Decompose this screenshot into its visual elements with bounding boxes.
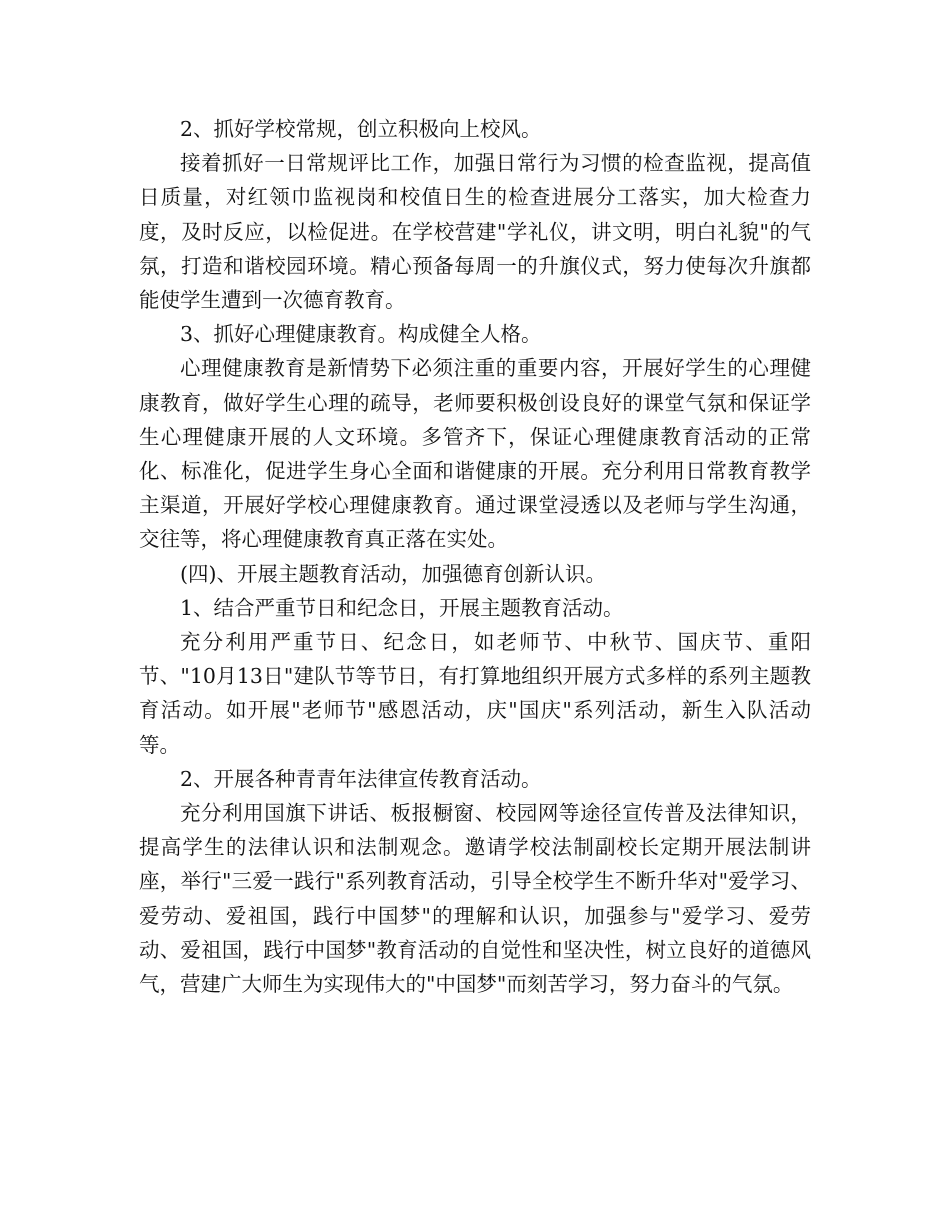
paragraph-festival-activities: 充分利用严重节日、纪念日，如老师节、中秋节、国庆节、重阳节、"10月13日"建队节等节日，有打算地组织开展方式多样的系列主题教育活动。如开展"老师节"感恩活动，庆"国庆"系列活动，新生入队活动等。 (139, 630, 811, 757)
heading-festival-activities: 1、结合严重节日和纪念日，开展主题教育活动。 (180, 595, 624, 620)
heading-school-routine: 2、抓好学校常规，创立积极向上校风。 (180, 117, 542, 141)
heading-mental-health: 3、抓好心理健康教育。构成健全人格。 (180, 322, 542, 347)
paragraph-mental-health: 心理健康教育是新情势下必须注重的重要内容，开展好学生的心理健康教育，做好学生心理的疏导，老师要积极创设良好的课堂气氛和保证学生心理健康开展的人文环境。多管齐下，保证心理健康教育活动的正常化、标准化，促进学生身心全面和谐健康的开展。充分利用日常教育教学主渠道，开展好学校心理健康教育。通过课堂浸透以及老师与学生沟通，交往等，将心理健康教育真正落在实处。 (139, 356, 811, 552)
heading-legal-education: 2、开展各种青青年法律宣传教育活动。 (180, 766, 542, 791)
heading-theme-education: (四)、开展主题教育活动，加强德育创新认识。 (180, 561, 606, 586)
paragraph-legal-education: 充分利用国旗下讲话、板报橱窗、校园网等途径宣传普及法律知识，提高学生的法律认识和法制观念。邀请学校法制副校长定期开展法制讲座，举行"三爱一践行"系列教育活动，引导全校学生不断升华对"爱学习、爱劳动、爱祖国，践行中国梦"的理解和认识，加强参与"爱学习、爱劳动、爱祖国，践行中国梦"教育活动的自觉性和坚决性，树立良好的道德风气，营建广大师生为实现伟大的"中国梦"而刻苦学习，努力奋斗的气氛。 (139, 801, 811, 997)
document-page (139, 112, 811, 1001)
paragraph-routine-evaluation: 接着抓好一日常规评比工作，加强日常行为习惯的检查监视，提高值日质量，对红领巾监视岗和校值日生的检查进展分工落实，加大检查力度，及时反应，以检促进。在学校营建"学礼仪，讲文明，明白礼貌"的气氛，打造和谐校园环境。精心预备每周一的升旗仪式，努力使每次升旗都能使学生遭到一次德育教育。 (139, 151, 811, 313)
